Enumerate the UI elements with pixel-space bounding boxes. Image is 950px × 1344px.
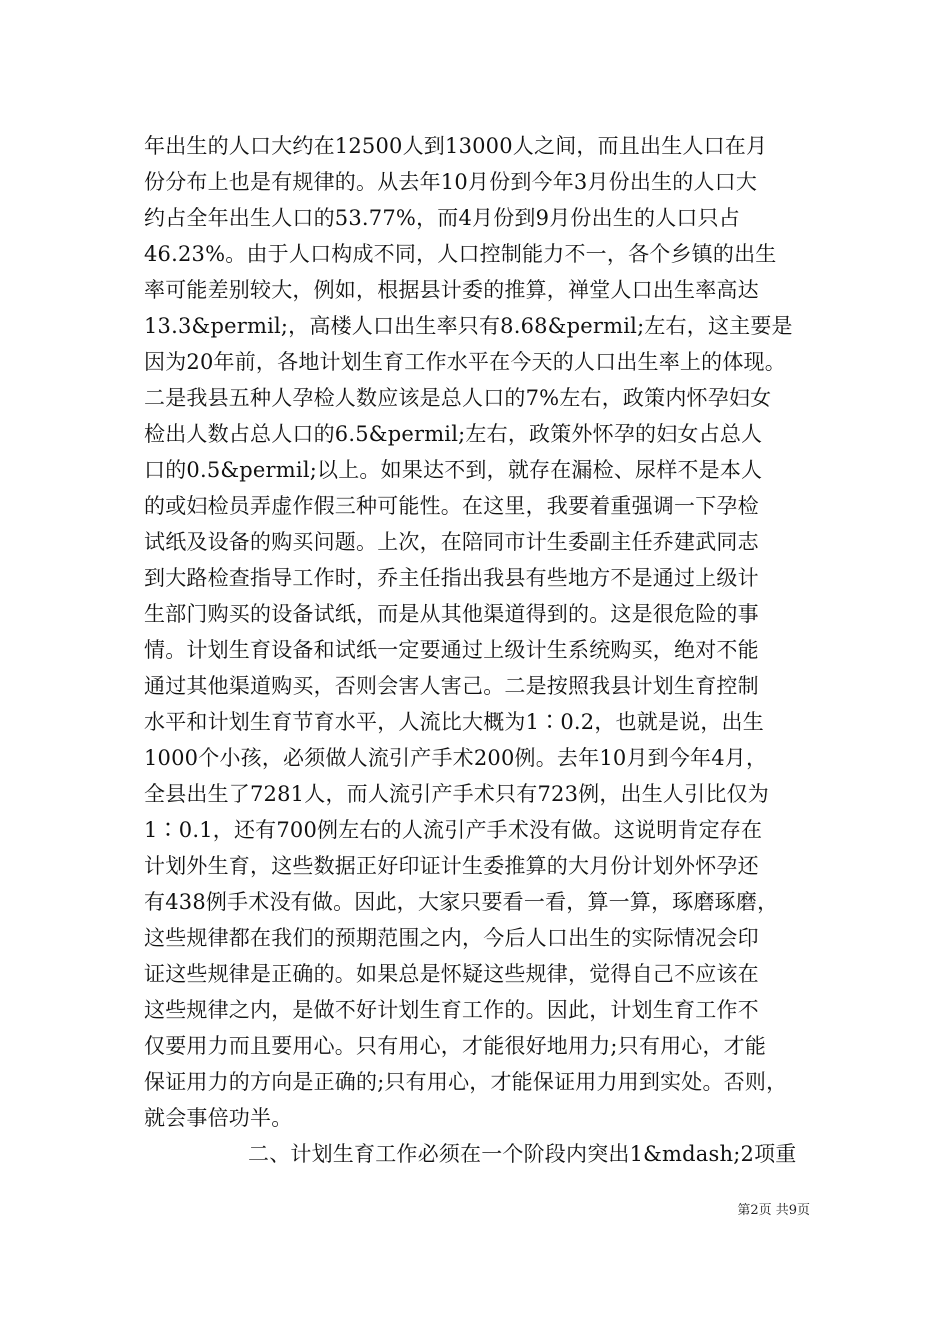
text-line: 通过其他渠道购买，否则会害人害己。二是按照我县计划生育控制 <box>144 674 759 698</box>
page-number-footer: 第2页 共9页 <box>737 1203 810 1218</box>
text-line: 因为20年前，各地计划生育工作水平在今天的人口出生率上的体现。 <box>144 350 786 374</box>
text-line: 这些规律都在我们的预期范围之内，今后人口出生的实际情况会印 <box>144 926 759 950</box>
text-line: 年出生的人口大约在12500人到13000人之间，而且出生人口在月 <box>144 134 768 158</box>
text-line: 全县出生了7281人，而人流引产手术只有723例，出生人引比仅为 <box>144 782 769 806</box>
text-line: 率可能差别较大，例如，根据县计委的推算，禅堂人口出生率高达 <box>144 278 759 302</box>
text-line: 有438例手术没有做。因此，大家只要看一看，算一算，琢磨琢磨， <box>144 890 779 914</box>
text-line: 检出人数占总人口的6.5&permil;左右，政策外怀孕的妇女占总人 <box>144 422 763 446</box>
section-heading: 二、计划生育工作必须在一个阶段内突出1&mdash;2项重 <box>248 1142 797 1166</box>
text-line: 份分布上也是有规律的。从去年10月份到今年3月份出生的人口大 <box>144 170 758 194</box>
text-line: 1∶0.1，还有700例左右的人流引产手术没有做。这说明肯定存在 <box>144 818 763 842</box>
text-line: 生部门购买的设备试纸，而是从其他渠道得到的。这是很危险的事 <box>144 602 759 626</box>
text-line: 46.23%。由于人口构成不同，人口控制能力不一，各个乡镇的出生 <box>144 242 777 266</box>
text-line: 计划外生育，这些数据正好印证计生委推算的大月份计划外怀孕还 <box>144 854 759 878</box>
text-line: 保证用力的方向是正确的;只有用心，才能保证用力用到实处。否则， <box>144 1070 788 1094</box>
text-line: 仅要用力而且要用心。只有用心，才能很好地用力;只有用心，才能 <box>144 1034 767 1058</box>
text-line: 到大路检查指导工作时，乔主任指出我县有些地方不是通过上级计 <box>144 566 759 590</box>
text-line: 1000个小孩，必须做人流引产手术200例。去年10月到今年4月， <box>144 746 768 770</box>
text-line: 情。计划生育设备和试纸一定要通过上级计生系统购买，绝对不能 <box>144 638 759 662</box>
text-line: 就会事倍功半。 <box>144 1106 293 1130</box>
text-line: 这些规律之内，是做不好计划生育工作的。因此，计划生育工作不 <box>144 998 759 1022</box>
text-line: 证这些规律是正确的。如果总是怀疑这些规律，觉得自己不应该在 <box>144 962 759 986</box>
text-line: 13.3&permil;，高楼人口出生率只有8.68&permil;左右，这主要是 <box>144 314 793 338</box>
text-line: 水平和计划生育节育水平，人流比大概为1∶0.2，也就是说，出生 <box>144 710 764 734</box>
text-line: 的或妇检员弄虚作假三种可能性。在这里，我要着重强调一下孕检 <box>144 494 759 518</box>
body-text <box>144 128 814 1172</box>
text-line: 试纸及设备的购买问题。上次，在陪同市计生委副主任乔建武同志 <box>144 530 759 554</box>
text-line: 约占全年出生人口的53.77%，而4月份到9月份出生的人口只占 <box>144 206 740 230</box>
text-line: 口的0.5&permil;以上。如果达不到，就存在漏检、尿样不是本人 <box>144 458 763 482</box>
text-line: 二是我县五种人孕检人数应该是总人口的7%左右，政策内怀孕妇女 <box>144 386 772 410</box>
